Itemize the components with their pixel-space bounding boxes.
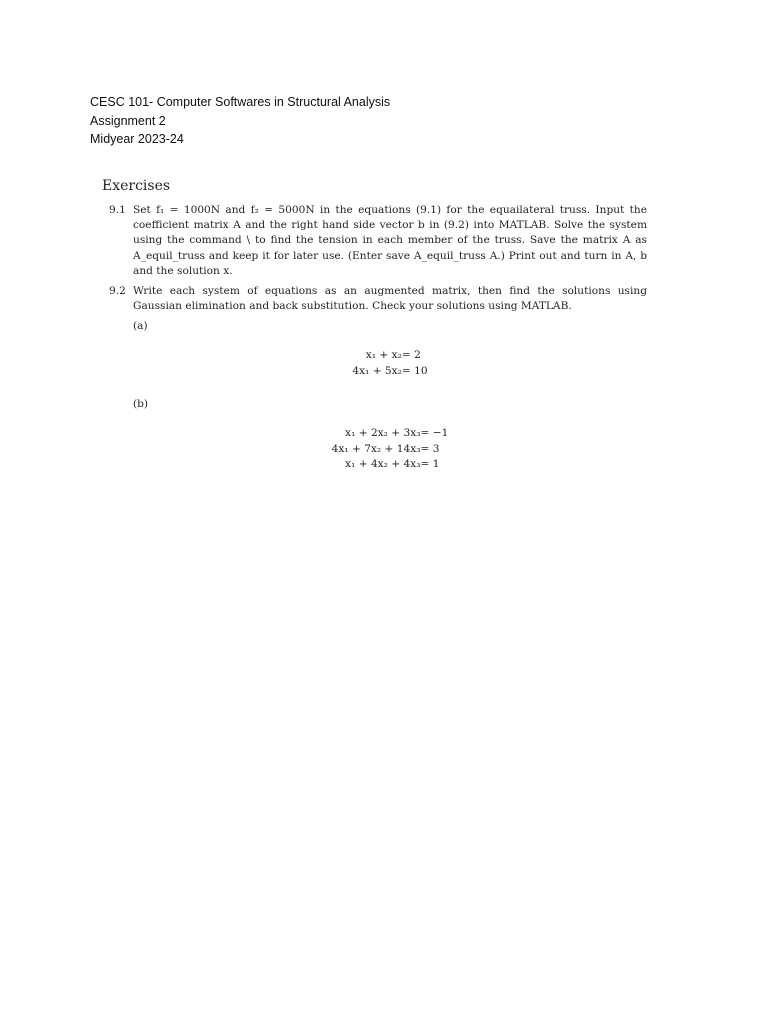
equation-lhs: x₁ + 4x₂ + 4x₃: [345, 458, 421, 471]
equation-lhs: x₁ + x₂: [365, 349, 402, 362]
equation-lhs: 4x₁ + 5x₂: [352, 364, 402, 377]
equation-system-a: [133, 348, 647, 379]
part-b-label: (b): [133, 398, 149, 411]
equation-row: [352, 364, 427, 380]
exercise-number: 9.2: [109, 285, 126, 298]
exercise-text: Write each system of equations as an augmented matrix, then find the solutions using Gaussian elimination and back substitution. Check your solutions using MATLAB.: [133, 285, 647, 313]
equation-row: [352, 348, 427, 364]
equation-system-b: [133, 426, 647, 473]
exercise-number: 9.1: [109, 204, 126, 216]
equation-lhs: 4x₁ + 7x₂ + 14x₃: [331, 442, 421, 455]
document-header: [90, 93, 390, 149]
equation-lhs: x₁ + 2x₂ + 3x₃: [345, 427, 421, 440]
exercise-9-1: [102, 203, 647, 279]
exercises-image: [102, 176, 647, 473]
equation-rhs: = −1: [420, 427, 449, 440]
equation-row: [332, 457, 449, 473]
term-label: Midyear 2023-24: [90, 132, 184, 146]
exercises-heading: Exercises: [102, 178, 171, 194]
equation-rhs: = 2: [401, 349, 421, 362]
exercise-text: Set f₁ = 1000N and f₂ = 5000N in the equations (9.1) for the equailateral truss. Input the coefficient matrix A and the right hand side vector b in (9.2) into MATLAB. Solve the system using the command \ to find the tension in each member of the truss. Save the matrix A as A_equil_truss and keep it for later use. (Enter save A_equil_truss A.) Print out and turn in A, b and the solution x.: [133, 204, 647, 277]
equation-rhs: = 1: [420, 458, 440, 471]
assignment-title: Assignment 2: [90, 113, 166, 128]
equation-rhs: = 10: [401, 364, 428, 377]
course-title: CESC 101- Computer Softwares in Structural Analysis: [90, 95, 391, 109]
equation-rhs: = 3: [420, 442, 440, 455]
exercise-9-2: [102, 284, 647, 314]
equation-row: [332, 426, 449, 442]
equation-row: [332, 442, 449, 458]
part-a-label: (a): [133, 320, 148, 333]
